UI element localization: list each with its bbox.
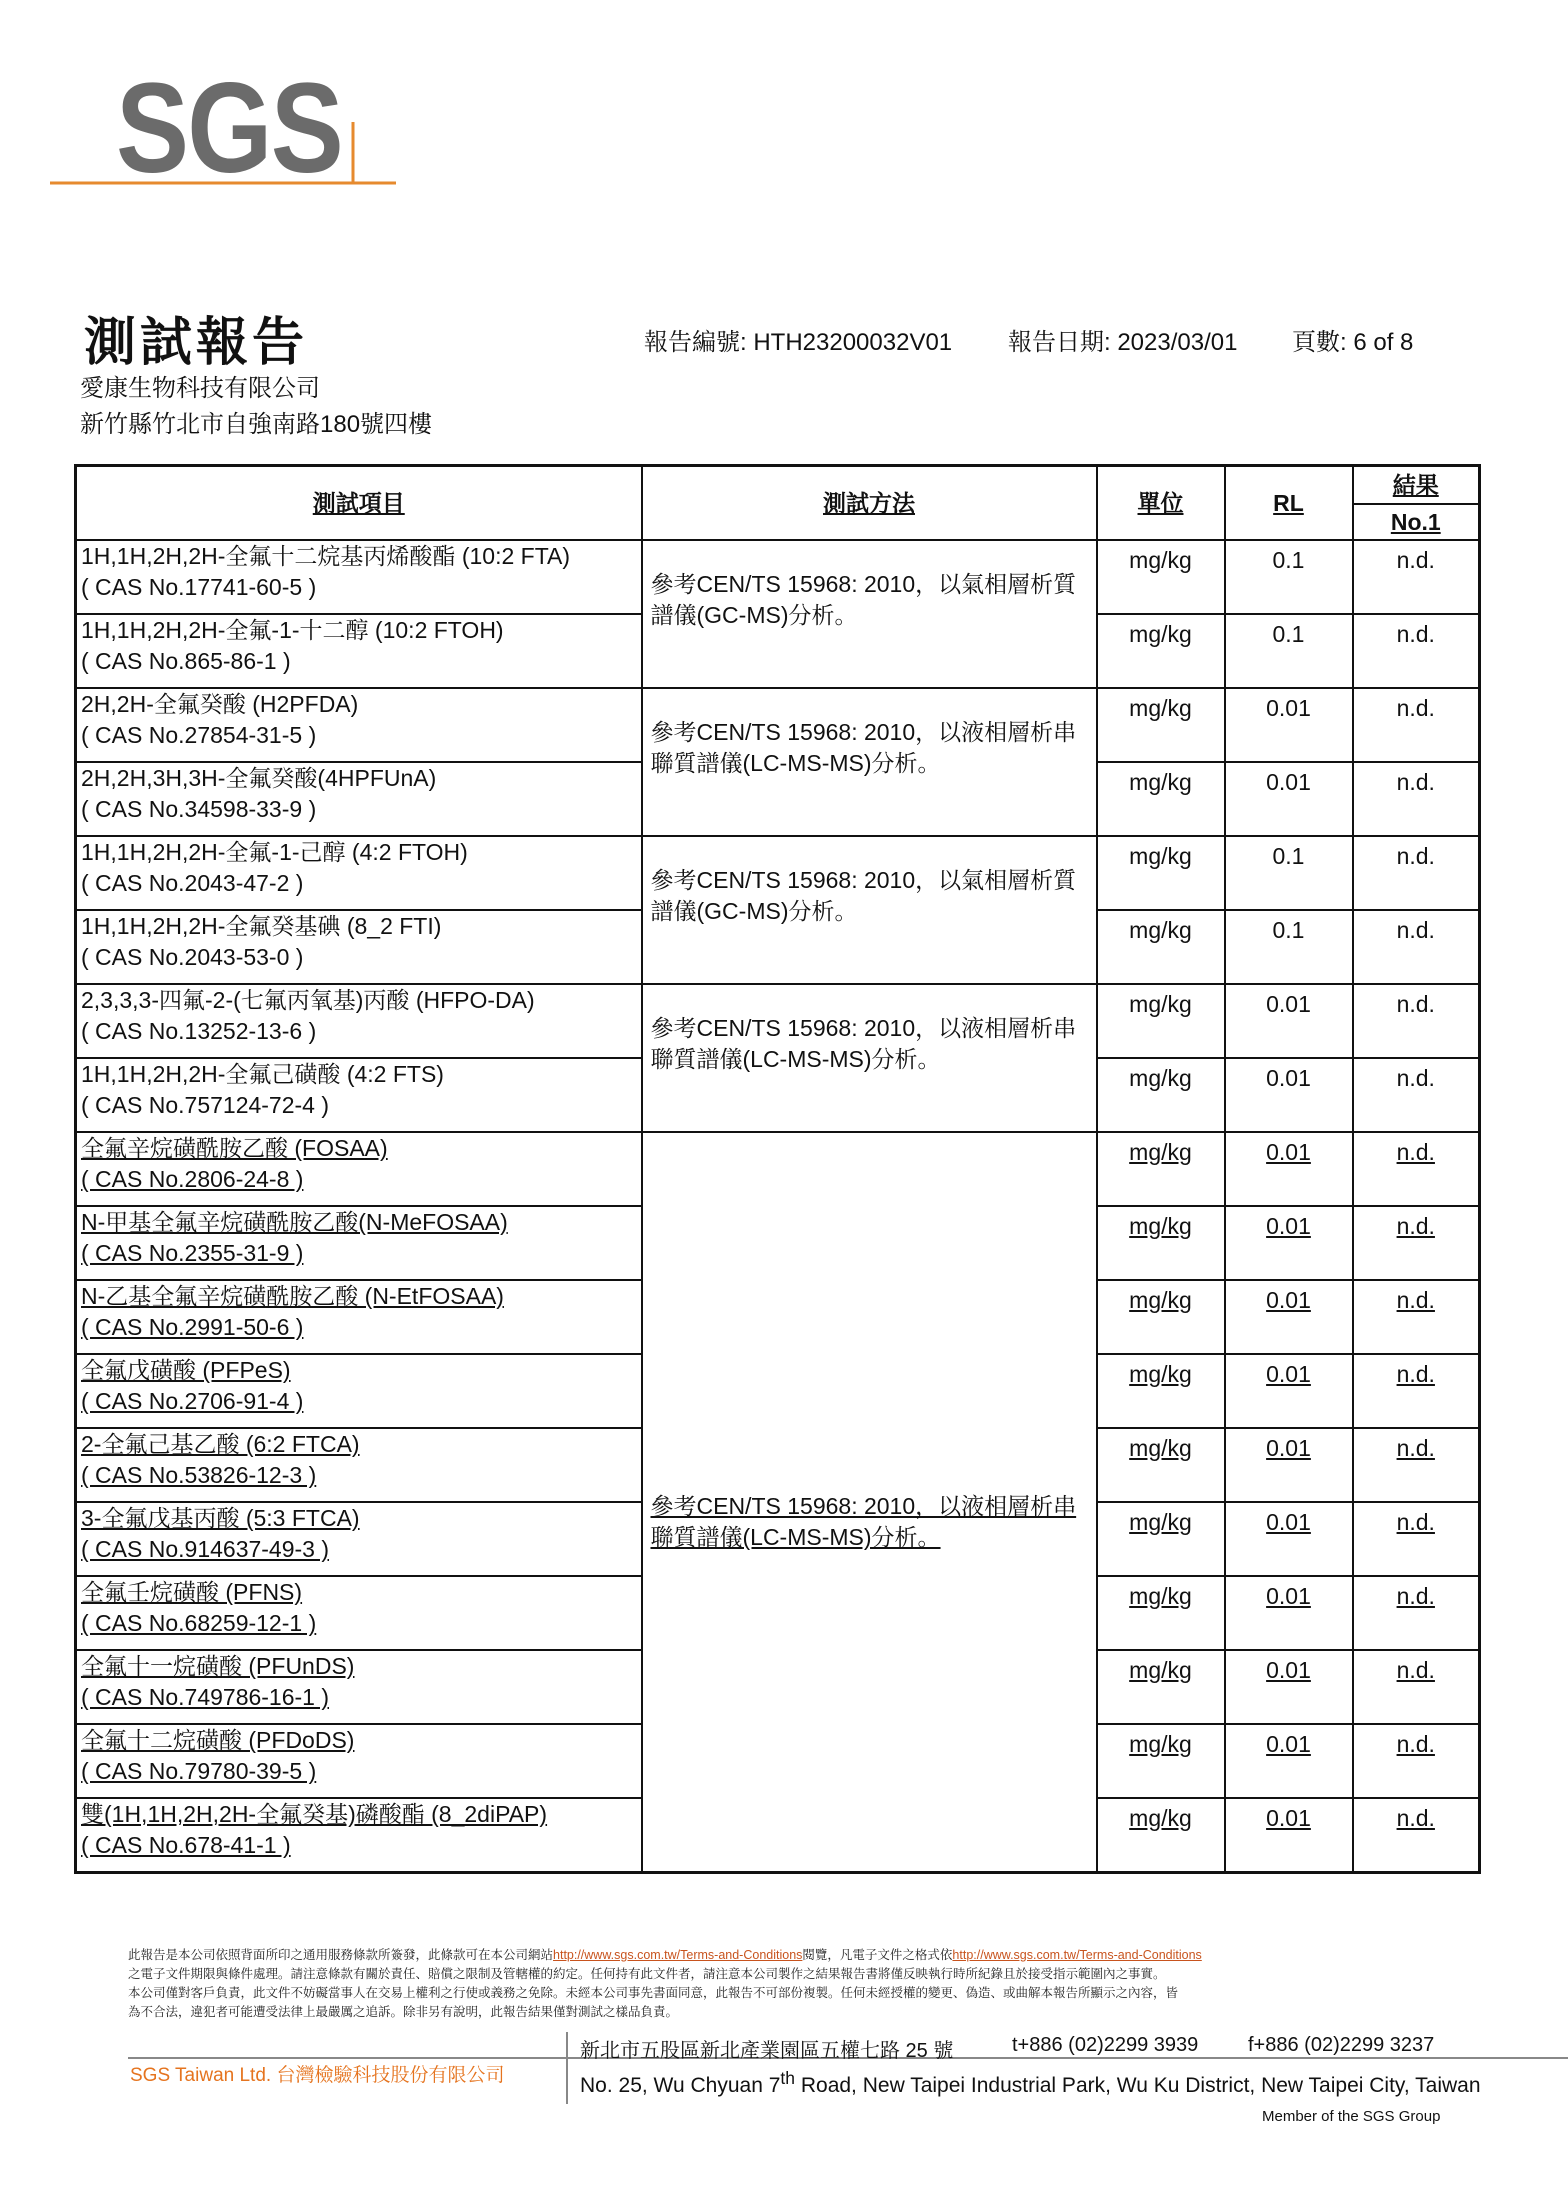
- analyte-name: 3-全氟戊基丙酸 (5:3 FTCA): [81, 1505, 360, 1531]
- rl-cell: 0.1: [1225, 836, 1353, 910]
- rl-cell: 0.01: [1225, 1206, 1353, 1280]
- cas-number: ( CAS No.865-86-1 ): [81, 648, 291, 674]
- terms-link[interactable]: http://www.sgs.com.tw/Terms-and-Conditions: [952, 1948, 1202, 1962]
- result-cell: n.d.: [1353, 1576, 1480, 1650]
- footer-vertical-divider: [566, 2032, 568, 2104]
- cas-number: ( CAS No.678-41-1 ): [81, 1832, 291, 1858]
- cas-number: ( CAS No.53826-12-3 ): [81, 1462, 317, 1488]
- rl-cell: 0.1: [1225, 540, 1353, 614]
- analyte-name: 2-全氟己基乙酸 (6:2 FTCA): [81, 1431, 360, 1457]
- rl-cell: 0.01: [1225, 688, 1353, 762]
- rl-cell: 0.01: [1225, 1502, 1353, 1576]
- rl-cell: 0.01: [1225, 762, 1353, 836]
- analyte-name: 全氟十二烷磺酸 (PFDoDS): [81, 1727, 355, 1753]
- results-table: [74, 464, 1481, 1874]
- rl-cell: 0.01: [1225, 1798, 1353, 1873]
- unit-cell: mg/kg: [1097, 1724, 1225, 1798]
- cas-number: ( CAS No.2355-31-9 ): [81, 1240, 304, 1266]
- company-name: 愛康生物科技有限公司: [80, 375, 320, 402]
- col-header-unit: 單位: [1097, 466, 1225, 541]
- unit-cell: mg/kg: [1097, 1280, 1225, 1354]
- table-row: [76, 540, 1480, 614]
- analyte-name: 1H,1H,2H,2H-全氟十二烷基丙烯酸酯 (10:2 FTA): [81, 543, 571, 569]
- test-method: 參考CEN/TS 15968: 2010，以液相層析串聯質譜儀(LC-MS-MS)分析。: [642, 688, 1097, 836]
- disclaimer: [128, 1946, 1448, 2022]
- unit-cell: mg/kg: [1097, 1058, 1225, 1132]
- rl-cell: 0.01: [1225, 1428, 1353, 1502]
- unit-cell: mg/kg: [1097, 1132, 1225, 1206]
- analyte-name: 1H,1H,2H,2H-全氟癸基碘 (8_2 FTI): [81, 913, 442, 939]
- rl-cell: 0.01: [1225, 1354, 1353, 1428]
- cas-number: ( CAS No.13252-13-6 ): [81, 1018, 317, 1044]
- cas-number: ( CAS No.2043-53-0 ): [81, 944, 304, 970]
- analyte-name: 2H,2H,3H,3H-全氟癸酸(4HPFUnA): [81, 765, 437, 791]
- test-method: 參考CEN/TS 15968: 2010，以氣相層析質譜儀(GC-MS)分析。: [642, 836, 1097, 984]
- rl-cell: 0.01: [1225, 984, 1353, 1058]
- unit-cell: mg/kg: [1097, 836, 1225, 910]
- test-method: 參考CEN/TS 15968: 2010，以氣相層析質譜儀(GC-MS)分析。: [642, 540, 1097, 688]
- unit-cell: mg/kg: [1097, 614, 1225, 688]
- result-cell: n.d.: [1353, 1132, 1480, 1206]
- col-header-item: 測試項目: [76, 466, 642, 541]
- result-cell: n.d.: [1353, 984, 1480, 1058]
- result-cell: n.d.: [1353, 614, 1480, 688]
- unit-cell: mg/kg: [1097, 1428, 1225, 1502]
- test-method: 參考CEN/TS 15968: 2010，以液相層析串聯質譜儀(LC-MS-MS)分析。: [642, 1132, 1097, 1873]
- cas-number: ( CAS No.2991-50-6 ): [81, 1314, 304, 1340]
- unit-cell: mg/kg: [1097, 1798, 1225, 1873]
- cas-number: ( CAS No.914637-49-3 ): [81, 1536, 330, 1562]
- disclaimer-text: 之電子文件期限與條件處理。請注意條款有關於責任、賠償之限制及管轄權的約定。任何持有此文件者，請注意本公司製作之結果報告書將僅反映執行時所紀錄且於接受指示範圍內之事實。: [128, 1967, 1166, 1981]
- result-cell: n.d.: [1353, 910, 1480, 984]
- report-number: 報告編號: HTH23200032V01: [644, 329, 953, 356]
- cas-number: ( CAS No.34598-33-9 ): [81, 796, 317, 822]
- col-header-result: 結果: [1353, 466, 1480, 505]
- cas-number: ( CAS No.749786-16-1 ): [81, 1684, 330, 1710]
- analyte-name: 全氟壬烷磺酸 (PFNS): [81, 1579, 303, 1605]
- col-header-method: 測試方法: [642, 466, 1097, 541]
- result-cell: n.d.: [1353, 1206, 1480, 1280]
- table-row: [76, 984, 1480, 1058]
- result-cell: n.d.: [1353, 1058, 1480, 1132]
- analyte-name: 全氟十一烷磺酸 (PFUnDS): [81, 1653, 355, 1679]
- cas-number: ( CAS No.2706-91-4 ): [81, 1388, 304, 1414]
- sgs-logo: [50, 40, 410, 200]
- disclaimer-text: 本公司僅對客戶負責，此文件不妨礙當事人在交易上權利之行使或義務之免除。未經本公司事先書面同意，此報告不可部份複製。任何未經授權的變更、偽造、或曲解本報告所顯示之內容，皆: [128, 1986, 1179, 2000]
- logo-text: SGS: [116, 57, 342, 200]
- cas-number: ( CAS No.27854-31-5 ): [81, 722, 317, 748]
- unit-cell: mg/kg: [1097, 540, 1225, 614]
- result-cell: n.d.: [1353, 1280, 1480, 1354]
- rl-cell: 0.01: [1225, 1576, 1353, 1650]
- cas-number: ( CAS No.2806-24-8 ): [81, 1166, 304, 1192]
- disclaimer-text: 為不合法，違犯者可能遭受法律上最嚴厲之追訴。除非另有說明，此報告結果僅對測試之樣品負責。: [128, 2005, 679, 2019]
- disclaimer-text: 閱覽，凡電子文件之格式依: [802, 1948, 953, 1962]
- analyte-name: 1H,1H,2H,2H-全氟-1-己醇 (4:2 FTOH): [81, 839, 468, 865]
- table-row: [76, 688, 1480, 762]
- page-count: 頁數: 6 of 8: [1292, 329, 1414, 356]
- address-en-text: Road, New Taipei Industrial Park, Wu Ku District, New Taipei City, Taiwan: [795, 2074, 1481, 2097]
- unit-cell: mg/kg: [1097, 688, 1225, 762]
- analyte-name: 全氟辛烷磺酰胺乙酸 (FOSAA): [81, 1135, 388, 1161]
- unit-cell: mg/kg: [1097, 910, 1225, 984]
- cas-number: ( CAS No.79780-39-5 ): [81, 1758, 317, 1784]
- analyte-name: 2H,2H-全氟癸酸 (H2PFDA): [81, 691, 359, 717]
- cas-number: ( CAS No.68259-12-1 ): [81, 1610, 317, 1636]
- analyte-name: 全氟戊磺酸 (PFPeS): [81, 1357, 291, 1383]
- result-cell: n.d.: [1353, 1502, 1480, 1576]
- report-title: 測試報告: [84, 314, 309, 372]
- rl-cell: 0.01: [1225, 1280, 1353, 1354]
- report-date: 報告日期: 2023/03/01: [1008, 329, 1238, 356]
- rl-cell: 0.01: [1225, 1724, 1353, 1798]
- unit-cell: mg/kg: [1097, 1206, 1225, 1280]
- test-method: 參考CEN/TS 15968: 2010，以液相層析串聯質譜儀(LC-MS-MS)分析。: [642, 984, 1097, 1132]
- disclaimer-text: 此報告是本公司依照背面所印之通用服務條款所簽發，此條款可在本公司網站: [128, 1948, 554, 1962]
- cas-number: ( CAS No.17741-60-5 ): [81, 574, 317, 600]
- unit-cell: mg/kg: [1097, 1354, 1225, 1428]
- terms-link[interactable]: http://www.sgs.com.tw/Terms-and-Conditions: [553, 1948, 803, 1962]
- address-en-sup: th: [780, 2068, 796, 2088]
- table-row: [76, 1132, 1480, 1206]
- footer-address-en: [580, 2068, 1481, 2098]
- rl-cell: 0.1: [1225, 910, 1353, 984]
- table-row: [76, 836, 1480, 910]
- footer-phone: t+886 (02)2299 3939: [1012, 2034, 1199, 2056]
- result-cell: n.d.: [1353, 1798, 1480, 1873]
- analyte-name: N-甲基全氟辛烷磺酰胺乙酸(N-MeFOSAA): [81, 1209, 508, 1235]
- result-cell: n.d.: [1353, 762, 1480, 836]
- footer-member: Member of the SGS Group: [1262, 2108, 1441, 2125]
- result-cell: n.d.: [1353, 688, 1480, 762]
- col-header-rl: RL: [1225, 466, 1353, 541]
- footer-company: SGS Taiwan Ltd. 台灣檢驗科技股份有限公司: [130, 2065, 505, 2086]
- col-header-sample: No.1: [1353, 504, 1480, 540]
- unit-cell: mg/kg: [1097, 762, 1225, 836]
- result-cell: n.d.: [1353, 1428, 1480, 1502]
- unit-cell: mg/kg: [1097, 1502, 1225, 1576]
- analyte-name: N-乙基全氟辛烷磺酰胺乙酸 (N-EtFOSAA): [81, 1283, 504, 1309]
- address-en-text: No. 25, Wu Chyuan 7: [580, 2074, 781, 2097]
- analyte-name: 1H,1H,2H,2H-全氟-1-十二醇 (10:2 FTOH): [81, 617, 504, 643]
- analyte-name: 雙(1H,1H,2H,2H-全氟癸基)磷酸酯 (8_2diPAP): [81, 1801, 548, 1827]
- result-cell: n.d.: [1353, 540, 1480, 614]
- cas-number: ( CAS No.757124-72-4 ): [81, 1092, 330, 1118]
- footer-address-zh: 新北市五股區新北產業園區五權七路 25 號: [580, 2040, 954, 2062]
- unit-cell: mg/kg: [1097, 1650, 1225, 1724]
- company-address: 新竹縣竹北市自強南路180號四樓: [80, 411, 433, 438]
- rl-cell: 0.01: [1225, 1058, 1353, 1132]
- rl-cell: 0.1: [1225, 614, 1353, 688]
- rl-cell: 0.01: [1225, 1650, 1353, 1724]
- cas-number: ( CAS No.2043-47-2 ): [81, 870, 304, 896]
- analyte-name: 2,3,3,3-四氟-2-(七氟丙氧基)丙酸 (HFPO-DA): [81, 987, 535, 1013]
- unit-cell: mg/kg: [1097, 1576, 1225, 1650]
- unit-cell: mg/kg: [1097, 984, 1225, 1058]
- rl-cell: 0.01: [1225, 1132, 1353, 1206]
- result-cell: n.d.: [1353, 1354, 1480, 1428]
- result-cell: n.d.: [1353, 1650, 1480, 1724]
- analyte-name: 1H,1H,2H,2H-全氟己磺酸 (4:2 FTS): [81, 1061, 444, 1087]
- result-cell: n.d.: [1353, 836, 1480, 910]
- result-cell: n.d.: [1353, 1724, 1480, 1798]
- footer-fax: f+886 (02)2299 3237: [1248, 2034, 1435, 2056]
